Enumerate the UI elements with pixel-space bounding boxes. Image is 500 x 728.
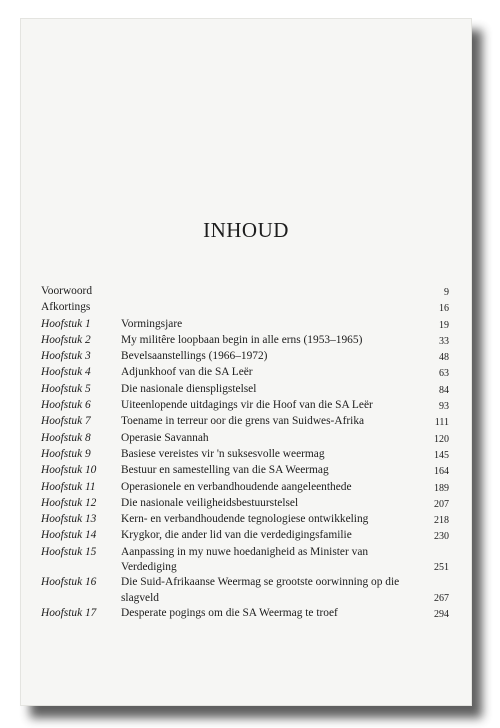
toc-entry-title: Bevelsaanstellings (1966–1972) <box>121 350 268 363</box>
toc-entry-label: Hoofstuk 10 <box>41 464 97 477</box>
toc-entry-page: 294 <box>434 608 449 620</box>
toc-entry-page: 63 <box>439 368 449 380</box>
toc-entry-page: 251 <box>434 562 449 574</box>
toc-entry-title: Krygkor, die ander lid van die verdedigingsfamilie <box>121 529 352 542</box>
toc-entry-title: Die Suid-Afrikaanse Weermag se grootste oorwinning op die slagveld <box>121 576 400 604</box>
toc-entry <box>41 496 449 512</box>
toc-entry <box>41 528 449 544</box>
toc-entry-label: Hoofstuk 15 <box>41 545 97 558</box>
toc-entry-page: 93 <box>439 401 449 413</box>
toc-entry-page: 164 <box>434 466 449 478</box>
toc-entry-title: Die nasionale dienspligstelsel <box>121 382 257 395</box>
toc-entry-title: Bestuur en samestelling van die SA Weermag <box>121 464 329 477</box>
toc-entry-page: 19 <box>439 319 449 331</box>
toc-entry-label: Hoofstuk 4 <box>41 366 91 379</box>
toc-entry-page: 230 <box>434 531 449 543</box>
toc-entry-label: Hoofstuk 6 <box>41 399 91 412</box>
toc-entry <box>41 333 449 349</box>
toc-entry-title: My militêre loopbaan begin in alle erns (1953–1965) <box>121 333 363 346</box>
toc-entry-page: 111 <box>434 417 449 429</box>
toc-entry-title: Vormingsjare <box>121 317 183 330</box>
toc-entry-label: Hoofstuk 9 <box>41 447 91 460</box>
table-of-contents <box>41 284 449 622</box>
book-page <box>20 18 472 706</box>
toc-entry <box>41 284 449 300</box>
toc-entry <box>41 398 449 414</box>
toc-entry-label: Hoofstuk 3 <box>41 350 91 363</box>
toc-entry <box>41 317 449 333</box>
toc-entry-label: Voorwoord <box>41 285 93 297</box>
toc-entry-page: 84 <box>439 384 449 396</box>
toc-entry-page: 207 <box>434 498 449 510</box>
toc-entry-title: Desperate pogings om die SA Weermag te troef <box>121 606 338 619</box>
toc-entry-page: 33 <box>439 335 449 347</box>
toc-entry-page: 120 <box>434 433 449 445</box>
toc-entry-label: Afkortings <box>41 301 91 314</box>
contents-heading: INHOUD <box>203 218 289 242</box>
toc-entry-label: Hoofstuk 14 <box>41 529 97 542</box>
toc-entry <box>41 349 449 365</box>
toc-entry-label: Hoofstuk 17 <box>41 606 97 619</box>
toc-entry-title: Kern- en verbandhoudende tegnologiese ontwikkeling <box>121 513 369 526</box>
toc-entry <box>41 575 449 606</box>
toc-entry <box>41 365 449 381</box>
toc-entry-page: 218 <box>434 515 449 527</box>
toc-entry-label: Hoofstuk 11 <box>41 480 96 493</box>
toc-entry-label: Hoofstuk 16 <box>41 576 97 589</box>
toc-entry-title: Basiese vereistes vir 'n suksesvolle weermag <box>121 447 325 460</box>
toc-entry-label: Hoofstuk 12 <box>41 496 97 509</box>
toc-entry-page: 189 <box>434 482 449 494</box>
toc-entry-page: 48 <box>439 352 449 364</box>
toc-entry-page: 9 <box>444 287 449 298</box>
toc-entry <box>41 414 449 430</box>
toc-entry <box>41 606 449 622</box>
toc-entry <box>41 480 449 496</box>
toc-entry-label: Hoofstuk 1 <box>41 317 91 330</box>
toc-entry-label: Hoofstuk 2 <box>41 333 91 346</box>
toc-entry-title: Operasie Savannah <box>121 431 209 444</box>
toc-entry <box>41 431 449 447</box>
toc-entry-label: Hoofstuk 7 <box>41 415 91 428</box>
toc-entry <box>41 447 449 463</box>
toc-entry-title: Adjunkhoof van die SA Leër <box>121 366 253 379</box>
toc-entry <box>41 545 449 576</box>
toc-entry <box>41 512 449 528</box>
toc-entry-label: Hoofstuk 13 <box>41 513 97 526</box>
toc-entry-title: Operasionele en verbandhoudende aangeleenthede <box>121 480 352 493</box>
toc-entry <box>41 382 449 398</box>
toc-entry-page: 267 <box>434 592 449 604</box>
toc-entry-title: Die nasionale veiligheidsbestuurstelsel <box>121 496 299 509</box>
toc-entry-title: Toename in terreur oor die grens van Suidwes-Afrika <box>121 415 365 428</box>
toc-entry-label: Hoofstuk 8 <box>41 431 91 444</box>
toc-entry-title: Uiteenlopende uitdagings vir die Hoof van die SA Leër <box>121 399 373 412</box>
toc-entry-page: 16 <box>439 303 449 315</box>
toc-entry <box>41 463 449 479</box>
toc-entry-page: 145 <box>434 449 449 461</box>
toc-entry-title: Aanpassing in my nuwe hoedanigheid as Minister van Verdediging <box>121 545 369 574</box>
toc-entry <box>41 300 449 316</box>
toc-entry-label: Hoofstuk 5 <box>41 382 91 395</box>
